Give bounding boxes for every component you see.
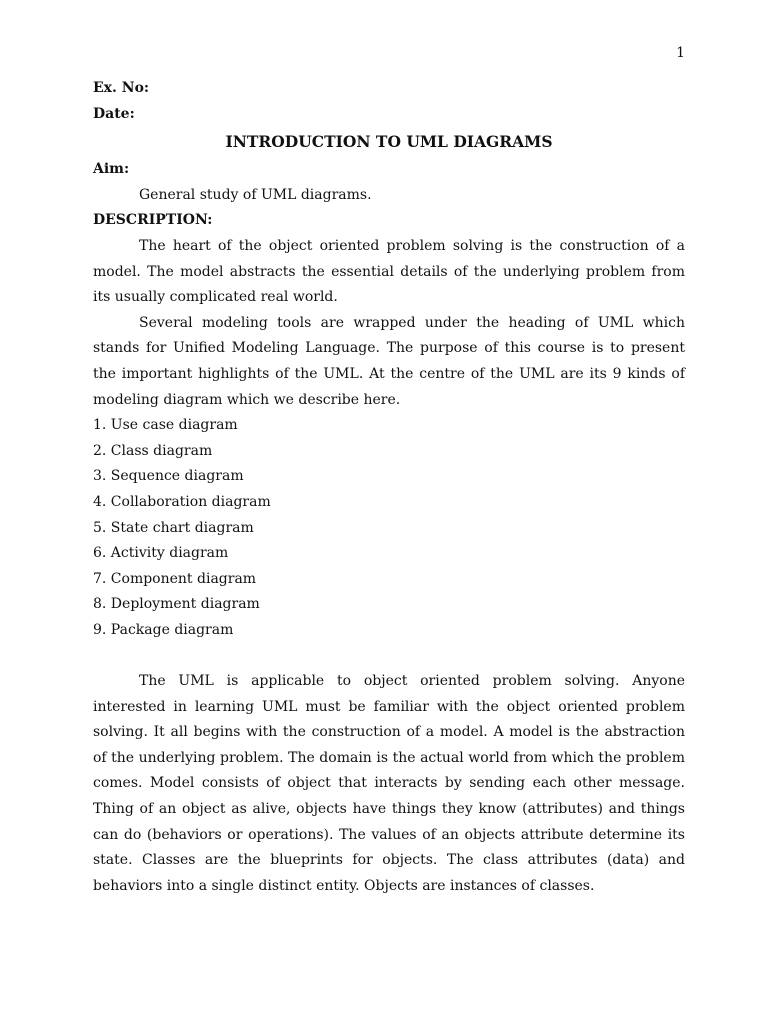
list-item: 5. State chart diagram (93, 519, 254, 536)
list-item: 6. Activity diagram (93, 545, 229, 562)
document-title: INTRODUCTION TO UML DIAGRAMS (225, 132, 553, 152)
list-item: 8. Deployment diagram (93, 596, 260, 613)
date-label: Date: (93, 105, 135, 122)
ex-no-label: Ex. No: (93, 80, 150, 96)
diagram-list (93, 413, 685, 643)
list-item: 3. Sequence diagram (93, 468, 244, 485)
description-label: DESCRIPTION: (93, 212, 213, 229)
list-item: 7. Component diagram (93, 570, 257, 587)
list-item: 9. Package diagram (93, 621, 234, 638)
description-paragraph-2: Several modeling tools are wrapped under the heading of UML which stands for Unified Modeling Language. The purpose of this course is to present the important highlights of the UML. At the centre of the UML are its 9 kinds of modeling diagram which we describe here. (93, 314, 685, 408)
paragraph-spacer (93, 643, 685, 669)
list-item: 4. Collaboration diagram (93, 493, 271, 510)
aim-label: Aim: (93, 161, 130, 178)
list-item: 1. Use case diagram (93, 417, 238, 434)
aim-text: General study of UML diagrams. (139, 186, 372, 203)
page-number: 1 (676, 45, 685, 61)
document-content (93, 76, 685, 899)
description-paragraph-1: The heart of the object oriented problem solving is the construction of a model. The model abstracts the essential details of the underlying problem from its usually complicated real world. (93, 237, 685, 306)
list-item: 2. Class diagram (93, 442, 213, 459)
description-paragraph-3: The UML is applicable to object oriented problem solving. Anyone interested in learning UML must be familiar with the object oriented problem solving. It all begins with the construction of a model. A model is the abstraction of the underlying problem. The domain is the actual world from which the problem comes. Model consists of object that interacts by sending each other message. Thing of an object as alive, objects have things they know (attributes) and things can do (behaviors or operations). The values of an objects attribute determine its state. Classes are the blueprints for objects. The class attributes (data) and behaviors into a single distinct entity. Objects are instances of classes. (93, 673, 685, 894)
